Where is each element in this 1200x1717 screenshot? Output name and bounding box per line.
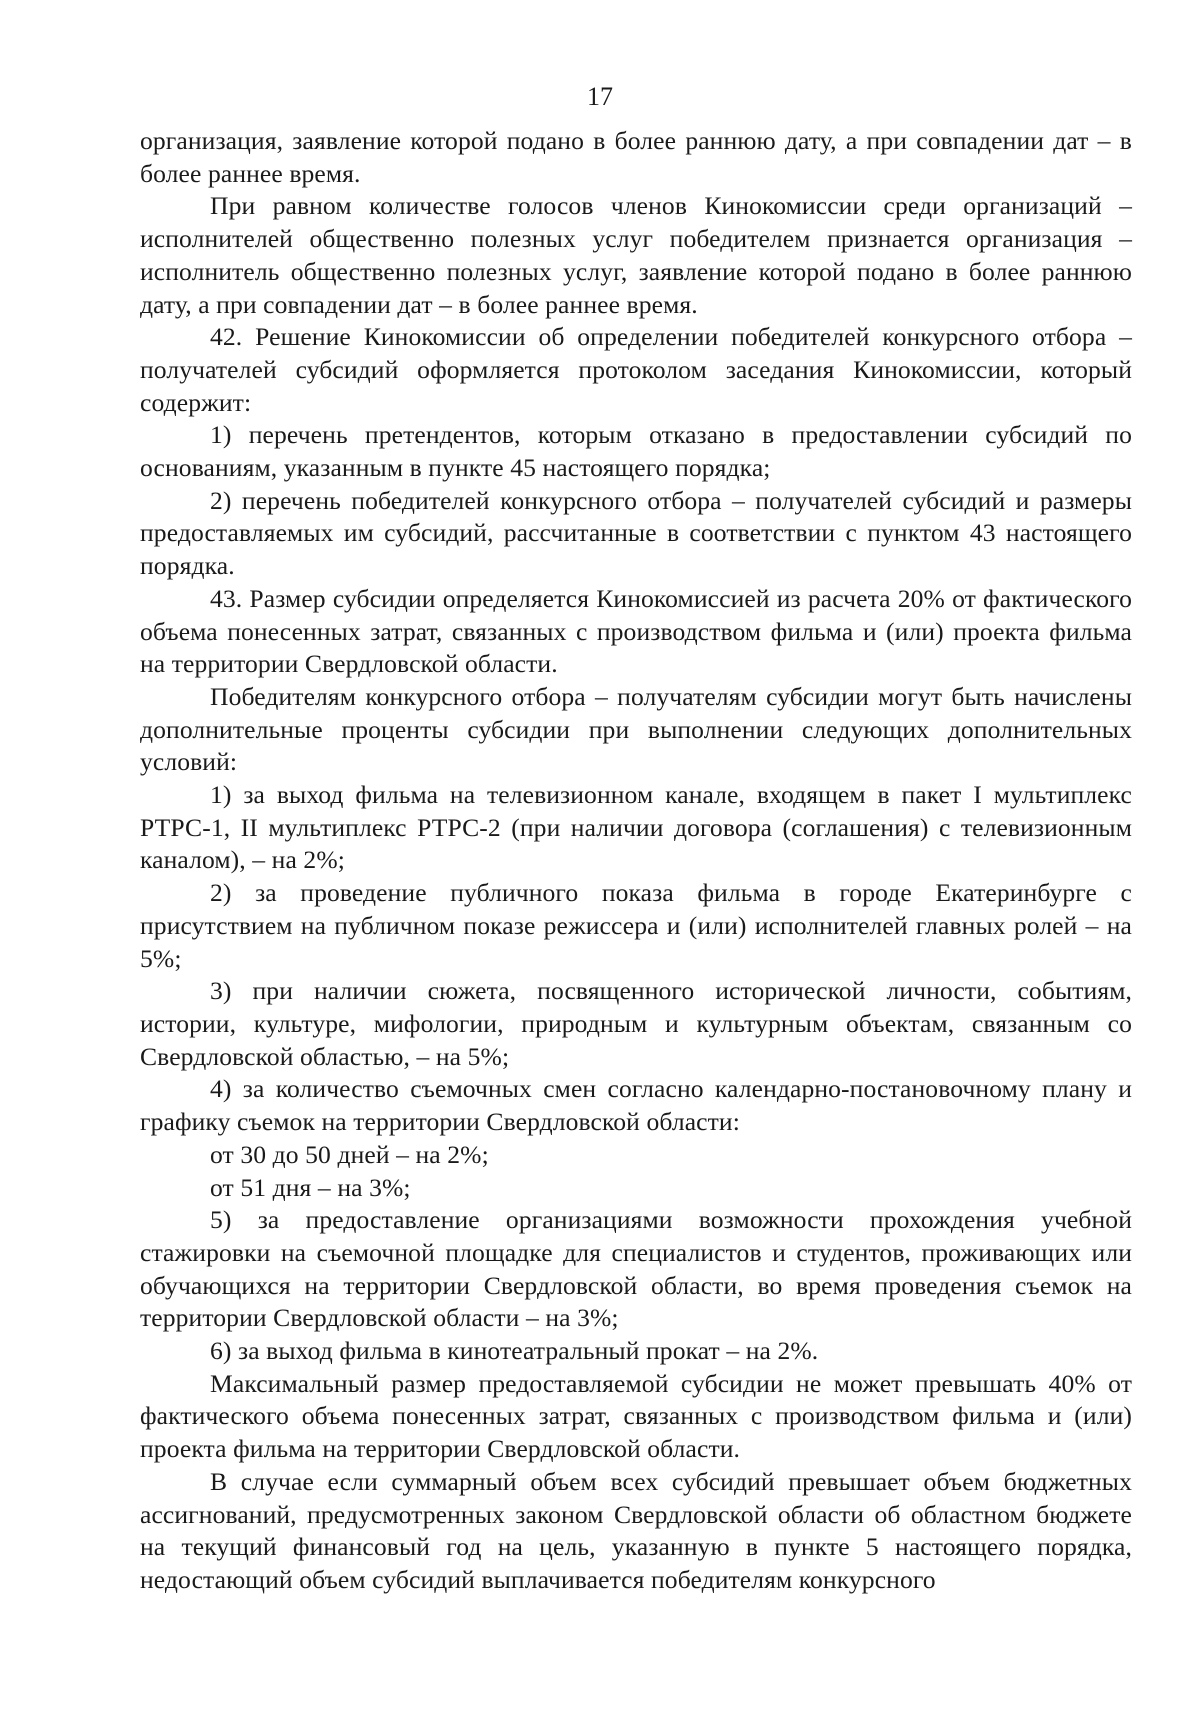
paragraph: 1) за выход фильма на телевизионном канале, входящем в пакет I мультиплекс РТРС-1, II мультиплекс РТРС-2 (при наличии договора (соглашения) с телевизионным каналом), – на 2%; <box>140 780 1132 875</box>
paragraph: 2) перечень победителей конкурсного отбора – получателей субсидий и размеры предоставляемых им субсидий, рассчитанные в соответствии с пунктом 43 настоящего порядка. <box>140 485 1132 581</box>
paragraph: В случае если суммарный объем всех субсидий превышает объем бюджетных ассигнований, предусмотренных законом Свердловской области об областном бюджете на текущий финансовый год на цель, указанную в пункте 5 настоящего порядка, недостающий объем субсидий выплачивается победителям конкурсного <box>140 1466 1132 1594</box>
paragraph: Максимальный размер предоставляемой субсидии не может превышать 40% от фактического объема понесенных затрат, связанных с производством фильма и (или) проекта фильма на территории Свердловской области. <box>140 1368 1132 1464</box>
paragraph: 4) за количество съемочных смен согласно календарно-постановочному плану и графику съемок на территории Свердловской области: <box>140 1074 1132 1137</box>
page-number: 17 <box>587 82 613 111</box>
paragraph: 42. Решение Кинокомиссии об определении победителей конкурсного отбора – получателей субсидий оформляется протоколом заседания Кинокомиссии, который содержит: <box>140 322 1132 417</box>
paragraph: При равном количестве голосов членов Кинокомиссии среди организаций – исполнителей общественно полезных услуг победителем признается организация – исполнитель общественно полезных услуг, заявление которой подано в более раннюю дату, а при совпадении дат – в более раннее время. <box>140 191 1132 319</box>
paragraph: организация, заявление которой подано в более раннюю дату, а при совпадении дат – в более раннее время. <box>140 126 1132 188</box>
paragraph: 5) за предоставление организациями возможности прохождения учебной стажировки на съемочной площадке для специалистов и студентов, проживающих или обучающихся на территории Свердловской области, во время проведения съемок на территории Свердловской области – на 3%; <box>140 1205 1132 1333</box>
paragraph: от 30 до 50 дней – на 2%; <box>210 1139 489 1169</box>
paragraph: 43. Размер субсидии определяется Кинокомиссией из расчета 20% от фактического объема понесенных затрат, связанных с производством фильма и (или) проекта фильма на территории Свердловской области. <box>140 583 1132 679</box>
paragraph: 3) при наличии сюжета, посвященного исторической личности, событиям, истории, культуре, мифологии, природным и культурным объектам, связанным со Свердловской областью, – на 5%; <box>140 976 1132 1071</box>
paragraph: от 51 дня – на 3%; <box>210 1172 411 1202</box>
paragraph: Победителям конкурсного отбора – получателям субсидии могут быть начислены дополнительные проценты субсидии при выполнении следующих дополнительных условий: <box>140 681 1132 777</box>
paragraph: 6) за выход фильма в кинотеатральный прокат – на 2%. <box>210 1336 819 1366</box>
document-body <box>140 125 1132 1597</box>
paragraph: 1) перечень претендентов, которым отказано в предоставлении субсидий по основаниям, указанным в пункте 45 настоящего порядка; <box>140 420 1132 483</box>
paragraph: 2) за проведение публичного показа фильма в городе Екатеринбурге с присутствием на публичном показе режиссера и (или) исполнителей главных ролей – на 5%; <box>140 878 1132 973</box>
